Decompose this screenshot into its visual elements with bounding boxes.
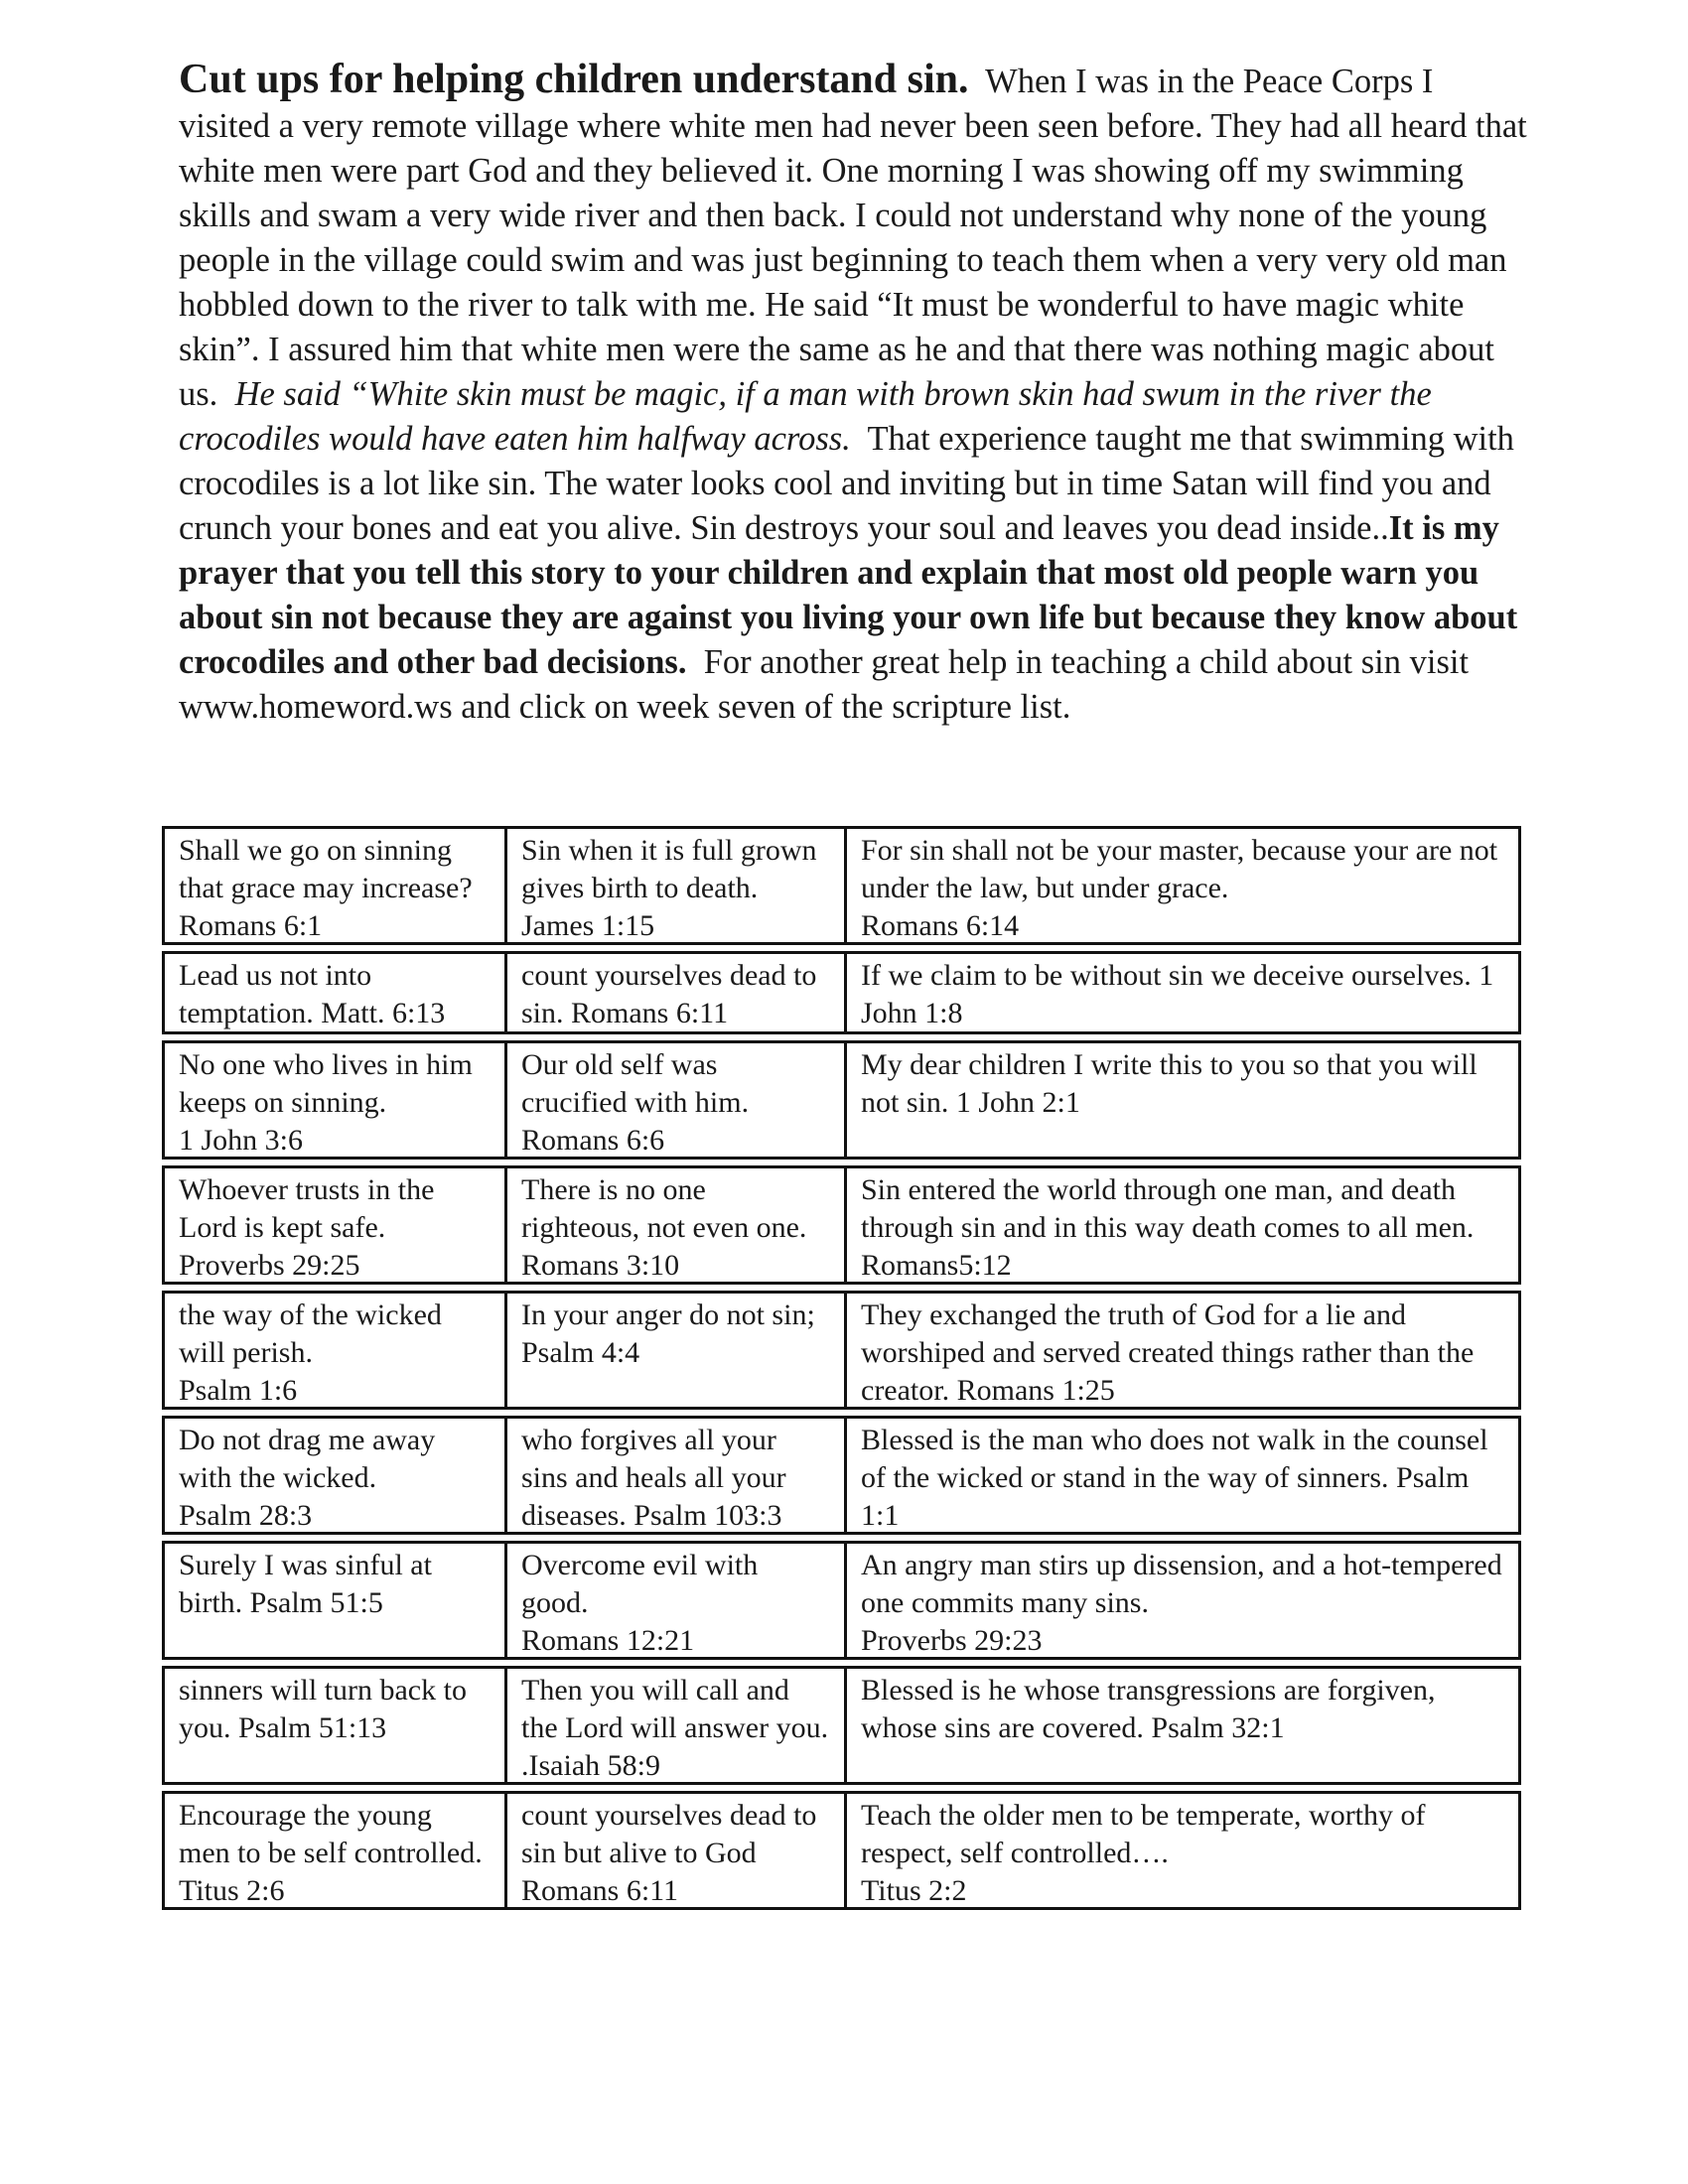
card-row — [162, 1291, 1521, 1410]
verse-card: the way of the wicked will perish. Psalm 1:6 — [179, 1298, 442, 1407]
verse-card: Sin when it is full grown gives birth to death. James 1:15 — [504, 829, 844, 942]
card-row — [162, 1165, 1521, 1285]
verse-card: In your anger do not sin; Psalm 4:4 — [504, 1294, 844, 1407]
verse-card: count yourselves dead to sin but alive to God Romans 6:11 — [504, 1794, 844, 1907]
verse-card: who forgives all your sins and heals all your diseases. Psalm 103:3 — [504, 1419, 844, 1532]
card-row — [162, 1040, 1521, 1160]
card-row — [162, 1541, 1521, 1660]
verse-card: An angry man stirs up dissension, and a hot-tempered one commits many sins. Proverbs 29:23 — [844, 1544, 1524, 1657]
verse-card: Lead us not into temptation. Matt. 6:13 — [179, 959, 446, 1029]
intro-text-part1: When I was in the Peace Corps I visited a very remote village where white men had never been seen before. They had all heard that white men were part God and they believed it. One morning I was showing off my swimming skills and swam a very wide river and then back. I could not understand why none of the young people in the village could swim and was just beginning to teach them when a very very old man hobbled down to the river to talk with me. He said “It must be wonderful to have magic white skin”. I assured him that white men were the same as he and that there was nothing magic about us. — [179, 63, 1527, 413]
intro-text-part2: That experience taught me that swimming with crocodiles is a lot like sin. The water looks cool and inviting but in time Satan will find you and crunch your bones and eat you alive. Sin destroys your soul and leaves you dead inside.. — [179, 420, 1514, 547]
verse-card: count yourselves dead to sin. Romans 6:11 — [504, 954, 844, 1031]
verse-card: Encourage the young men to be self controlled. Titus 2:6 — [179, 1799, 483, 1907]
intro-text-part3: For another great help in teaching a child about sin visit www.homeword.ws and click on week seven of the scripture list. — [179, 643, 1470, 726]
verse-card: They exchanged the truth of God for a lie and worshiped and served created things rather than the creator. Romans 1:25 — [844, 1294, 1524, 1407]
intro-quote-italic: He said “White skin must be magic, if a man with brown skin had swum in the river the crocodiles would have eaten him halfway across. — [179, 375, 1432, 458]
verse-card: No one who lives in him keeps on sinning. 1 John 3:6 — [179, 1048, 473, 1157]
cut-up-cards-table — [162, 826, 1521, 1916]
verse-card: Whoever trusts in the Lord is kept safe. Proverbs 29:25 — [179, 1173, 435, 1282]
card-row — [162, 951, 1521, 1034]
intro-paragraph — [179, 58, 1529, 730]
card-row — [162, 1666, 1521, 1785]
verse-card: For sin shall not be your master, because your are not under the law, but under grace. Romans 6:14 — [844, 829, 1524, 942]
verse-card: Surely I was sinful at birth. Psalm 51:5 — [179, 1549, 432, 1619]
verse-card: sinners will turn back to you. Psalm 51:13 — [179, 1674, 467, 1744]
verse-card: Then you will call and the Lord will answer you. .Isaiah 58:9 — [504, 1669, 844, 1782]
verse-card: Blessed is he whose transgressions are forgiven, whose sins are covered. Psalm 32:1 — [844, 1669, 1524, 1782]
verse-card: Do not drag me away with the wicked. Psalm 28:3 — [179, 1424, 436, 1532]
verse-card: My dear children I write this to you so that you will not sin. 1 John 2:1 — [844, 1043, 1524, 1157]
verse-card: Our old self was crucified with him. Romans 6:6 — [504, 1043, 844, 1157]
verse-card: Shall we go on sinning that grace may increase? Romans 6:1 — [179, 834, 473, 942]
card-row — [162, 1791, 1521, 1910]
verse-card: Overcome evil with good. Romans 12:21 — [504, 1544, 844, 1657]
page-title: Cut ups for helping children understand sin. — [179, 57, 969, 102]
verse-card: If we claim to be without sin we deceive ourselves. 1 John 1:8 — [844, 954, 1524, 1031]
card-row — [162, 1416, 1521, 1535]
verse-card: Teach the older men to be temperate, worthy of respect, self controlled…. Titus 2:2 — [844, 1794, 1524, 1907]
verse-card: There is no one righteous, not even one. Romans 3:10 — [504, 1168, 844, 1282]
intro-prayer-bold: It is my prayer that you tell this story to your children and explain that most old people warn you about sin not because they are against you living your own life but because they know about crocodiles and other bad decisions. — [179, 509, 1518, 681]
verse-card: Blessed is the man who does not walk in the counsel of the wicked or stand in the way of sinners. Psalm 1:1 — [844, 1419, 1524, 1532]
verse-card: Sin entered the world through one man, and death through sin and in this way death comes to all men. Romans5:12 — [844, 1168, 1524, 1282]
card-row — [162, 826, 1521, 945]
